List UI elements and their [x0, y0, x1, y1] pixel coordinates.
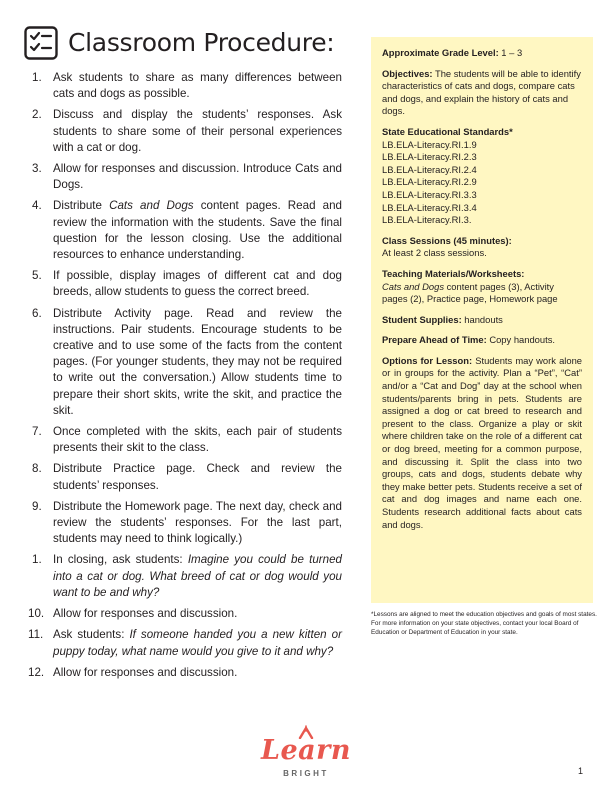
- page-header: [24, 26, 344, 62]
- standards-heading: State Educational Standards*: [382, 125, 513, 137]
- procedure-step: [32, 268, 342, 300]
- step-text: Once completed with the skits, each pair of students presents their skit to the class.: [53, 425, 342, 455]
- step-number: 12.: [28, 665, 45, 679]
- step-text: content pages. Read and review the information with the students. Save the final question for the lesson closing. Use the additional resources to enhance understanding.: [53, 199, 342, 262]
- standards-section: [382, 126, 582, 227]
- standards-list: [382, 139, 582, 227]
- page-number: 1: [578, 766, 584, 776]
- procedure-step: [32, 424, 342, 456]
- step-number: 1.: [32, 71, 42, 84]
- checklist-icon: [24, 26, 58, 60]
- step-number: 9.: [32, 499, 42, 513]
- procedure-step: [32, 306, 342, 419]
- step-text: If someone handed you a new kitten or puppy today, what name would you give to it and why?: [53, 628, 342, 658]
- page-title: Classroom Procedure:: [68, 28, 335, 57]
- standard-item: LB.ELA-Literacy.RI.3.3: [382, 188, 477, 200]
- step-number: 5.: [32, 269, 42, 283]
- procedure-step: [28, 627, 342, 659]
- lesson-info-sidebar: [371, 37, 593, 603]
- procedure-step: [32, 552, 342, 601]
- step-text: Cats and Dogs: [109, 199, 194, 213]
- objectives: Objectives: The students will be able to identify characteristics of cats and dogs, compare cats and dogs, and explain the history of cats and dogs.: [382, 67, 581, 117]
- procedure-step: [32, 70, 342, 102]
- lesson-options: Options for Lesson: Students may work alone or in groups for the activity. Plan a “Pet”, “Cat” and/or a “Cat and Dog” day at the school when students/parents bring in pets. Students are assigned a dog or cat breed to research and present to the class. Organize a play or skit where children take on the role of a different cat or dog breed, meeting for a common purpose, and discussing it. Split the class into two groups, cats and dogs, students debate why they make better pets. Students receive a set of cat and dog images and name each one. Students research additional facts about cats and dogs.: [382, 354, 583, 530]
- step-text: Distribute: [53, 199, 110, 213]
- step-number: 11.: [28, 628, 44, 642]
- standard-item: LB.ELA-Literacy.RI.3.4: [382, 201, 477, 213]
- step-number: 1.: [32, 553, 42, 567]
- step-text: If possible, display images of different cat and dog breeds, allow students to guess the correct breed.: [53, 269, 342, 299]
- procedure-step: [32, 499, 342, 548]
- step-number: 6.: [32, 306, 42, 320]
- step-text: Distribute the Homework page. The next day, check and review the students’ responses. For the last part, students may need to think logically.): [53, 499, 342, 546]
- step-text: Ask students to share as many differences between cats and dogs as possible.: [53, 71, 342, 101]
- standard-item: LB.ELA-Literacy.RI.3.: [382, 214, 472, 226]
- step-text: Allow for responses and discussion. Introduce Cats and Dogs.: [53, 162, 342, 192]
- procedure-step: [32, 107, 342, 156]
- step-text: Allow for responses and discussion.: [53, 665, 238, 679]
- standard-item: LB.ELA-Literacy.RI.1.9: [382, 138, 477, 150]
- step-text: Discuss and display the students’ responses. Ask students to share some of their personal experiences with a cat or dog.: [53, 108, 342, 154]
- procedure-step: [32, 461, 342, 493]
- step-number: 10.: [28, 607, 45, 621]
- procedure-step: [28, 665, 342, 681]
- step-number: 4.: [32, 199, 42, 213]
- step-number: 2.: [32, 108, 42, 122]
- student-supplies: Student Supplies: handouts: [382, 313, 503, 325]
- logo-subtitle: BRIGHT: [283, 769, 329, 778]
- step-text: Imagine you could be turned into a cat or dog. What breed of cat or dog would you want to be and why?: [53, 553, 342, 599]
- procedure-step: [32, 161, 342, 193]
- step-number: 8.: [32, 462, 42, 476]
- step-text: In closing, ask students:: [53, 553, 188, 567]
- step-text: Distribute Activity page. Read and review the instructions. Pair students. Encourage students to be creative and to use some of the facts from the content pages. (For younger students, they may not be required to write out the conversation.) Allow students time to prepare their short skits, write the skit, and practice the skit.: [53, 306, 342, 417]
- procedure-list: [28, 70, 342, 686]
- logo-word: Learn: [260, 735, 351, 766]
- teaching-materials: Teaching Materials/Worksheets: Cats and Dogs content pages (3), Activity pages (2), Practice page, Homework page: [382, 267, 558, 305]
- procedure-step: [32, 198, 342, 263]
- step-number: 7.: [32, 425, 42, 439]
- step-text: Distribute Practice page. Check and review the students’ responses.: [53, 462, 342, 492]
- step-number: 3.: [32, 162, 42, 176]
- procedure-step: [28, 606, 342, 622]
- prepare-ahead: Prepare Ahead of Time: Copy handouts.: [382, 334, 555, 346]
- standards-footnote: *Lessons are aligned to meet the education objectives and goals of most states. For more information on your state objectives, contact your local Board of Education or Department of Education in your state.: [371, 611, 597, 637]
- standard-item: LB.ELA-Literacy.RI.2.3: [382, 151, 477, 163]
- grade-level: Approximate Grade Level: 1 – 3: [382, 47, 523, 58]
- class-sessions: Class Sessions (45 minutes): At least 2 class sessions.: [382, 234, 512, 259]
- standard-item: LB.ELA-Literacy.RI.2.4: [382, 163, 477, 175]
- step-text: Ask students:: [53, 628, 130, 642]
- learn-bright-logo: [256, 725, 356, 783]
- step-text: Allow for responses and discussion.: [53, 607, 238, 621]
- standard-item: LB.ELA-Literacy.RI.2.9: [382, 176, 477, 188]
